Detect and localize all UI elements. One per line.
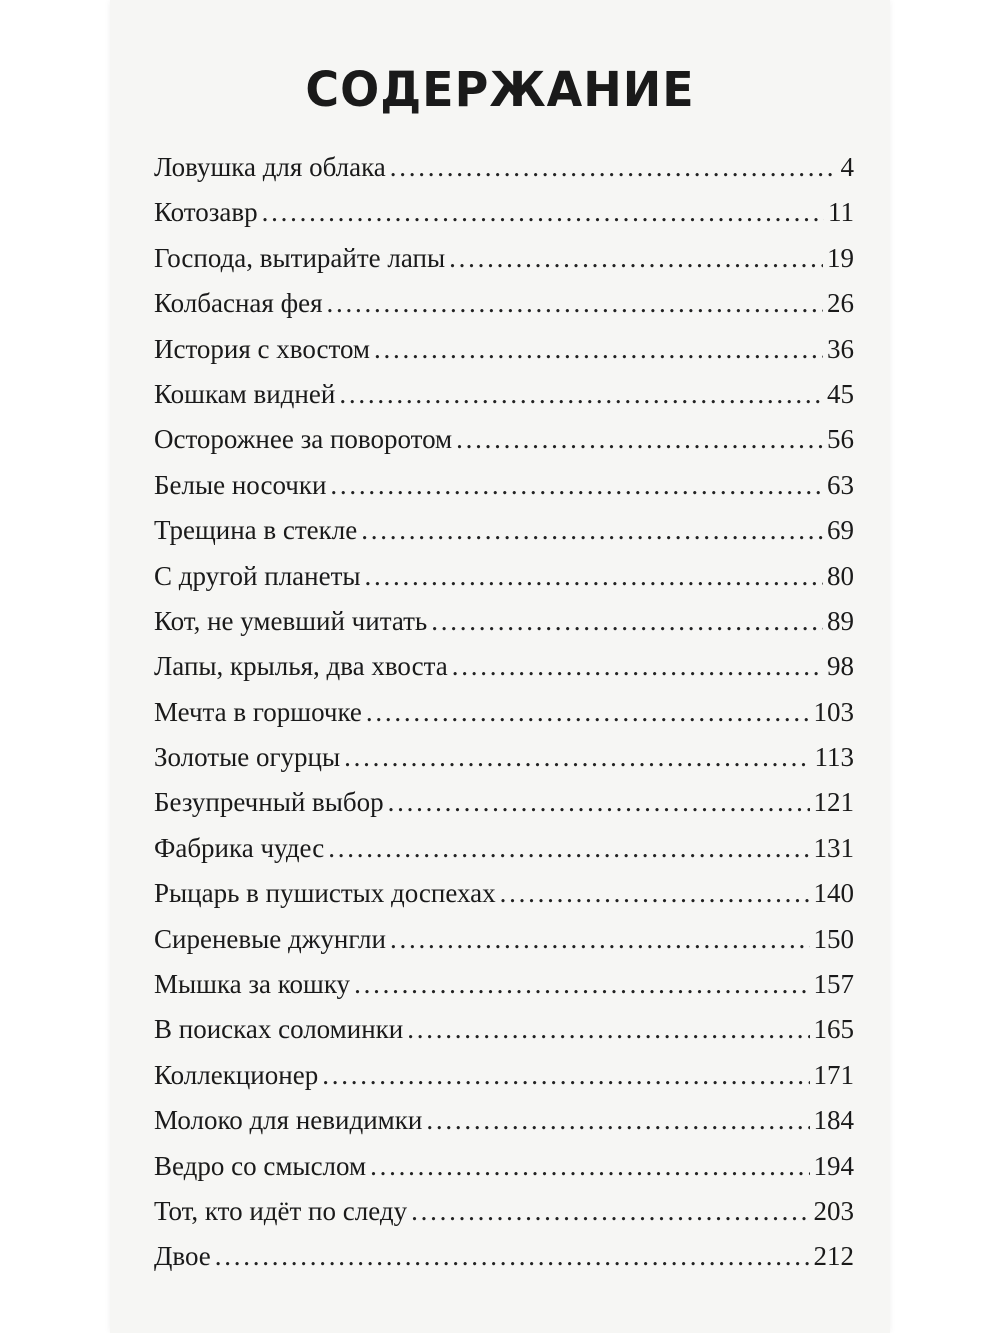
toc-entry	[154, 1241, 854, 1286]
toc-entry-title: Мечта в горшочке	[154, 696, 362, 727]
toc-entry-title: История с хвостом	[154, 333, 371, 364]
toc-entry-title: Ведро со смыслом	[154, 1150, 367, 1181]
toc-entry	[154, 697, 854, 742]
toc-entry-title: Фабрика чудес	[154, 832, 325, 863]
toc-entry-page-number: 63	[827, 469, 854, 500]
toc-entry	[154, 787, 854, 832]
toc-entry	[154, 424, 854, 469]
toc-entry	[154, 470, 854, 515]
toc-entry-title: Кошкам видней	[154, 378, 336, 409]
table-of-contents	[154, 152, 854, 1287]
dot-leader	[365, 561, 823, 592]
dot-leader	[407, 1014, 809, 1045]
toc-entry-page-number: 45	[827, 378, 854, 409]
dot-leader	[426, 1105, 809, 1136]
toc-entry-page-number: 98	[827, 651, 854, 682]
dot-leader	[390, 152, 837, 183]
dot-leader	[388, 787, 810, 818]
toc-entry-title: Молоко для невидимки	[154, 1105, 423, 1136]
toc-entry	[154, 1105, 854, 1150]
toc-entry-page-number: 171	[813, 1059, 854, 1090]
toc-entry-page-number: 80	[827, 560, 854, 591]
toc-entry-page-number: 184	[813, 1105, 854, 1136]
toc-entry	[154, 334, 854, 379]
dot-leader	[344, 742, 810, 773]
dot-leader	[215, 1241, 810, 1272]
toc-entry	[154, 651, 854, 696]
toc-entry-page-number: 11	[828, 197, 854, 228]
toc-entry-title: Осторожнее за поворотом	[154, 424, 453, 455]
toc-entry-title: Господа, вытирайте лапы	[154, 242, 446, 273]
dot-leader	[330, 470, 823, 501]
dot-leader	[339, 379, 823, 410]
toc-entry-page-number: 19	[827, 242, 854, 273]
toc-entry	[154, 152, 854, 197]
dot-leader	[500, 878, 810, 909]
toc-entry-page-number: 203	[813, 1195, 854, 1226]
book-page	[110, 0, 890, 1333]
toc-entry-page-number: 103	[813, 696, 854, 727]
toc-entry-title: Тот, кто идёт по следу	[154, 1195, 408, 1226]
toc-entry-title: Кот, не умевший читать	[154, 605, 428, 636]
toc-entry-title: Коллекционер	[154, 1059, 319, 1090]
toc-entry	[154, 515, 854, 560]
toc-entry-page-number: 150	[813, 923, 854, 954]
toc-entry-title: Трещина в стекле	[154, 515, 358, 546]
toc-entry-page-number: 212	[813, 1241, 854, 1272]
toc-entry	[154, 606, 854, 651]
dot-leader	[366, 697, 810, 728]
toc-entry-title: Золотые огурцы	[154, 742, 341, 773]
toc-entry-page-number: 89	[827, 605, 854, 636]
toc-entry	[154, 1151, 854, 1196]
toc-entry-page-number: 36	[827, 333, 854, 364]
toc-entry	[154, 924, 854, 969]
toc-entry	[154, 243, 854, 288]
toc-entry	[154, 969, 854, 1014]
toc-entry-page-number: 131	[813, 832, 854, 863]
dot-leader	[456, 424, 823, 455]
toc-entry-page-number: 56	[827, 424, 854, 455]
toc-entry-title: Мышка за кошку	[154, 969, 351, 1000]
toc-entry-page-number: 157	[813, 969, 854, 1000]
toc-entry-title: Лапы, крылья, два хвоста	[154, 651, 448, 682]
dot-leader	[390, 924, 810, 955]
dot-leader	[327, 288, 824, 319]
dot-leader	[431, 606, 823, 637]
toc-entry-title: В поисках соломинки	[154, 1014, 404, 1045]
toc-entry-page-number: 140	[813, 878, 854, 909]
dot-leader	[262, 197, 824, 228]
toc-entry-page-number: 121	[813, 787, 854, 818]
toc-entry-title: Котозавр	[154, 197, 258, 228]
toc-entry-page-number: 194	[813, 1150, 854, 1181]
dot-leader	[374, 334, 823, 365]
toc-entry-title: Рыцарь в пушистых доспехах	[154, 878, 496, 909]
toc-entry-page-number: 26	[827, 288, 854, 319]
dot-leader	[322, 1060, 809, 1091]
dot-leader	[370, 1151, 809, 1182]
dot-leader	[354, 969, 809, 1000]
dot-leader	[411, 1196, 809, 1227]
toc-entry	[154, 379, 854, 424]
toc-entry-page-number: 69	[827, 515, 854, 546]
toc-entry-title: Сиреневые джунгли	[154, 923, 386, 954]
toc-entry-page-number: 4	[840, 152, 854, 182]
toc-entry	[154, 1196, 854, 1241]
toc-entry-page-number: 165	[813, 1014, 854, 1045]
toc-entry	[154, 1060, 854, 1105]
toc-entry-page-number: 113	[814, 742, 854, 773]
toc-entry	[154, 1014, 854, 1059]
toc-entry	[154, 197, 854, 242]
dot-leader	[328, 833, 809, 864]
toc-entry	[154, 561, 854, 606]
dot-leader	[452, 651, 823, 682]
toc-entry-title: Двое	[154, 1241, 211, 1272]
dot-leader	[361, 515, 823, 546]
toc-entry-title: Колбасная фея	[154, 288, 323, 319]
toc-entry-title: С другой планеты	[154, 560, 361, 591]
toc-entry-title: Белые носочки	[154, 469, 327, 500]
dot-leader	[449, 243, 823, 274]
page-title: СОДЕРЖАНИЕ	[305, 60, 695, 118]
toc-entry	[154, 742, 854, 787]
toc-entry-title: Безупречный выбор	[154, 787, 384, 818]
toc-entry	[154, 288, 854, 333]
toc-entry	[154, 833, 854, 878]
toc-entry	[154, 878, 854, 923]
toc-entry-title: Ловушка для облака	[154, 152, 386, 182]
